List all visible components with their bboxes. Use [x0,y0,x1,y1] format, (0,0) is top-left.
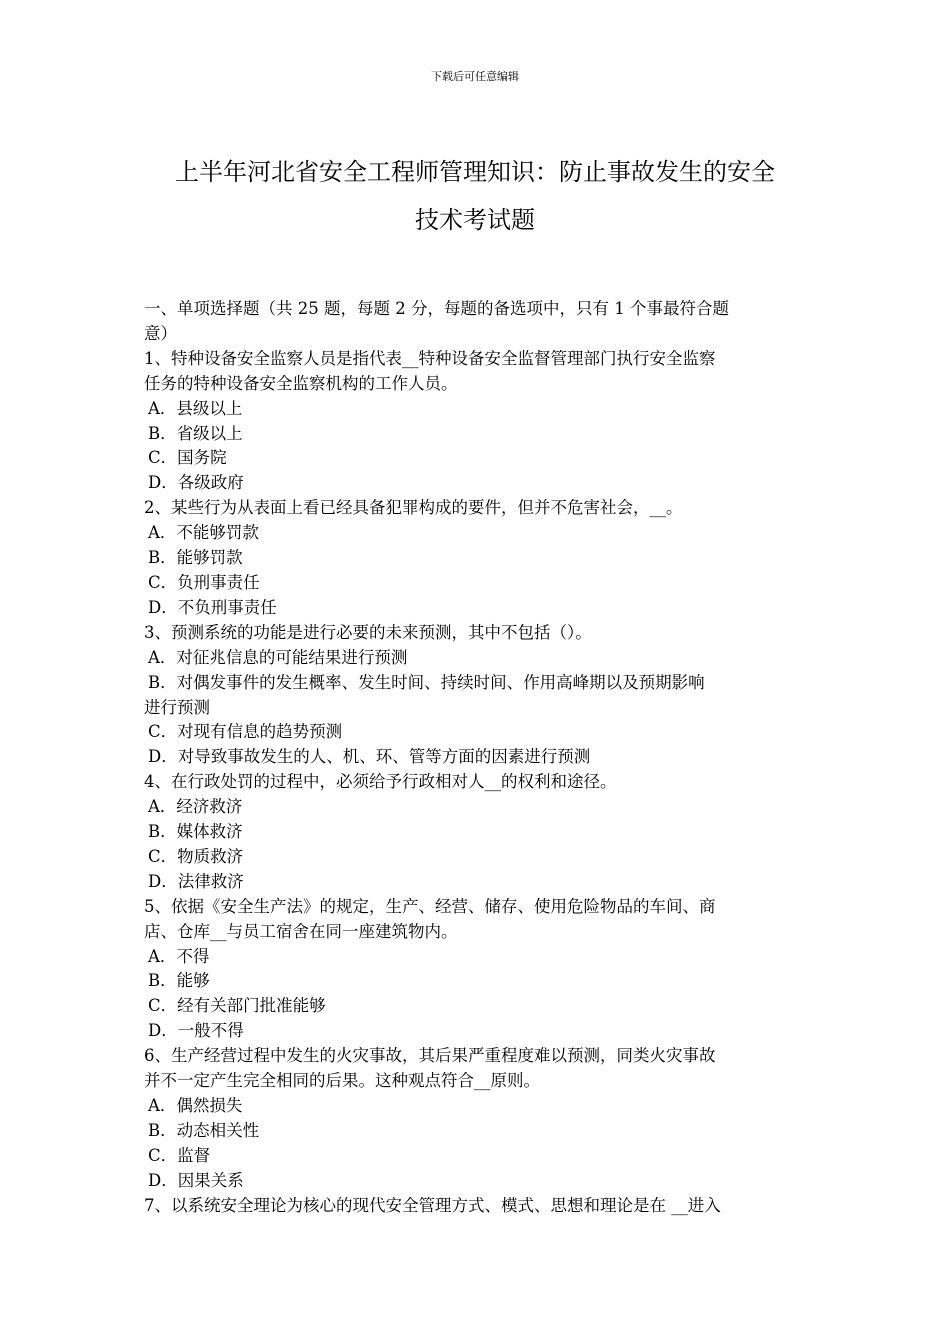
answer-option: C．经有关部门批准能够 [148,996,326,1016]
answer-option: A．经济救济 [148,797,243,817]
question-item [144,621,810,770]
answer-option: D．各级政府 [148,473,244,493]
section-heading-line: 意） [144,323,177,343]
title-line: 上半年河北省安全工程师管理知识：防止事故发生的安全 [175,158,775,186]
answer-option: B．对偶发事件的发生概率、发生时间、持续时间、作用高峰期以及预期影响 [148,672,705,692]
document-body [144,297,810,1219]
answer-option: A．对征兆信息的可能结果进行预测 [148,647,408,667]
answer-option: D．一般不得 [148,1021,244,1041]
answer-option: A．不能够罚款 [148,523,259,543]
question-item [144,1044,810,1193]
question-item [144,770,810,895]
question-stem-line: 2、某些行为从表面上看已经具备犯罪构成的要件，但并不危害社会，__。 [144,498,683,518]
question-item [144,1194,810,1219]
question-stem-line: 4、在行政处罚的过程中，必须给予行政相对人__的权利和途径。 [144,772,617,792]
section-heading-line: 一、单项选择题（共 25 题，每题 2 分，每题的备选项中，只有 1 个事最符合题 [144,299,729,318]
answer-option: A．县级以上 [148,398,243,418]
answer-option: D．不负刑事责任 [148,597,277,617]
question-item [144,895,810,1044]
answer-option: C．国务院 [148,448,227,468]
question-stem-line: 店、仓库__与员工宿舍在同一座建筑物内。 [144,921,458,941]
question-stem-line: 5、依据《安全生产法》的规定，生产、经营、储存、使用危险物品的车间、商 [144,896,716,916]
header-note: 下载后可任意编辑 [431,70,519,83]
section-heading [144,297,810,347]
answer-option: D．法律救济 [148,871,244,891]
question-stem-line: 6、生产经营过程中发生的火灾事故，其后果严重程度难以预测，同类火灾事故 [144,1046,716,1066]
answer-option: D．因果关系 [148,1170,244,1190]
answer-option: C．对现有信息的趋势预测 [148,722,343,742]
answer-option: B．省级以上 [148,423,243,443]
answer-option: B．能够罚款 [148,548,243,568]
question-stem-line: 任务的特种设备安全监察机构的工作人员。 [144,373,458,393]
answer-option: 进行预测 [144,697,210,717]
answer-option: B．媒体救济 [148,822,243,842]
answer-option: C．监督 [148,1145,211,1165]
answer-option: C．物质救济 [148,846,244,866]
question-stem-line: 7、以系统安全理论为核心的现代安全管理方式、模式、思想和理论是在 __进入 [144,1195,721,1215]
question-item [144,347,810,496]
question-list [144,347,810,1219]
answer-option: D．对导致事故发生的人、机、环、管等方面的因素进行预测 [148,747,591,767]
document-title [130,148,820,244]
question-item [144,496,810,621]
answer-option: A．不得 [148,946,210,966]
answer-option: A．偶然损失 [148,1096,243,1115]
question-stem-line: 3、预测系统的功能是进行必要的未来预测，其中不包括（）。 [144,622,592,642]
title-line: 技术考试题 [415,206,535,234]
answer-option: B．能够 [148,971,210,991]
answer-option: B．动态相关性 [148,1120,260,1140]
question-stem-line: 1、特种设备安全监察人员是指代表__特种设备安全监督管理部门执行安全监察 [144,348,716,368]
answer-option: C．负刑事责任 [148,572,260,592]
question-stem-line: 并不一定产生完全相同的后果。这种观点符合__原则。 [144,1071,540,1091]
